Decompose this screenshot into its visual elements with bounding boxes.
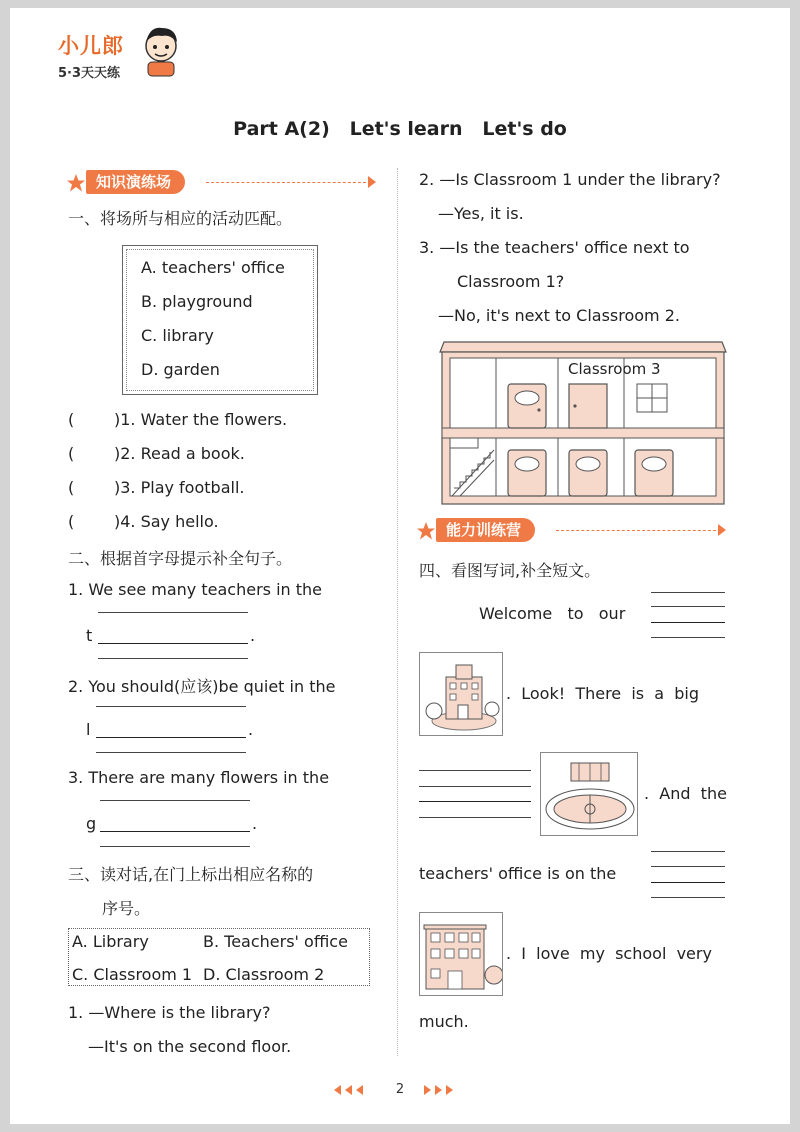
q2-heading: 二、根据首字母提示补全句子。 bbox=[68, 549, 293, 568]
q3-option-b: B. Teachers' office bbox=[203, 932, 348, 951]
q1-paren-1: ( bbox=[68, 410, 75, 429]
writing-guide-line bbox=[98, 612, 248, 613]
q2-sentence-2: 2. You should(应该)be quiet in the bbox=[68, 677, 336, 696]
q2-end-1: . bbox=[250, 626, 256, 645]
logo-subtitle: 5·3天天练 bbox=[58, 66, 121, 81]
q4-answer-line-2[interactable] bbox=[419, 801, 531, 802]
q4-text-3: . And the bbox=[644, 784, 727, 803]
q1-item-3: )3. Play football. bbox=[114, 478, 245, 497]
q1-paren-2: ( bbox=[68, 444, 75, 463]
q4-answer-line-3[interactable] bbox=[651, 882, 725, 883]
writing-guide-line bbox=[100, 800, 250, 801]
q2-answer-line-1[interactable] bbox=[98, 643, 248, 644]
playground-picture bbox=[540, 752, 638, 836]
q2-sentence-3: 3. There are many flowers in the bbox=[68, 768, 330, 787]
q2-sentence-1: 1. We see many teachers in the bbox=[68, 580, 322, 599]
writing-guide-line bbox=[651, 606, 725, 607]
q1-item-1: )1. Water the flowers. bbox=[114, 410, 288, 429]
writing-guide-line bbox=[651, 851, 725, 852]
writing-guide-line bbox=[100, 846, 250, 847]
q4-text-5: . I love my school very bbox=[506, 944, 712, 963]
star-icon bbox=[416, 521, 436, 541]
q2-end-3: . bbox=[252, 814, 258, 833]
q3-option-c: C. Classroom 1 bbox=[72, 965, 193, 984]
q3-dialog-1-answer: —It's on the second floor. bbox=[88, 1037, 292, 1056]
banner-label: 能力训练营 bbox=[436, 518, 535, 542]
q2-answer-line-2[interactable] bbox=[96, 737, 246, 738]
page-number: 2 bbox=[395, 1082, 405, 1097]
writing-guide-line bbox=[651, 637, 725, 638]
q4-text-6: much. bbox=[419, 1012, 469, 1031]
writing-guide-line bbox=[96, 752, 246, 753]
writing-guide-line bbox=[419, 817, 531, 818]
writing-guide-line bbox=[98, 658, 248, 659]
q1-option-a: A. teachers' office bbox=[141, 258, 285, 277]
q3-dialog-2-answer: —Yes, it is. bbox=[438, 204, 524, 223]
q4-text-1: Welcome to our bbox=[479, 604, 626, 623]
q2-end-2: . bbox=[248, 720, 254, 739]
logo-title: 小儿郎 bbox=[58, 34, 124, 58]
section-banner-knowledge bbox=[66, 170, 376, 196]
arrow-right-icon bbox=[718, 524, 726, 536]
q2-letter-3: g bbox=[86, 814, 97, 833]
writing-guide-line bbox=[651, 897, 725, 898]
banner-dash bbox=[206, 182, 366, 183]
q3-option-a: A. Library bbox=[72, 932, 149, 951]
boy-mascot-icon bbox=[140, 22, 182, 78]
q4-text-2: . Look! There is a big bbox=[506, 684, 700, 703]
q1-paren-4: ( bbox=[68, 512, 75, 531]
classroom-3-label: Classroom 3 bbox=[568, 360, 661, 378]
q2-answer-line-3[interactable] bbox=[100, 831, 250, 832]
q1-item-4: )4. Say hello. bbox=[114, 512, 219, 531]
triangle-right-icon bbox=[424, 1085, 431, 1095]
banner-label: 知识演练场 bbox=[86, 170, 185, 194]
q1-item-2: )2. Read a book. bbox=[114, 444, 245, 463]
q1-option-b: B. playground bbox=[141, 292, 253, 311]
q3-dialog-3-question: 3. —Is the teachers' office next to bbox=[419, 238, 690, 257]
q2-letter-1: t bbox=[86, 626, 93, 645]
star-icon bbox=[66, 173, 86, 193]
q3-option-d: D. Classroom 2 bbox=[203, 965, 325, 984]
page-title: Part A(2) Let's learn Let's do bbox=[233, 118, 567, 140]
q2-letter-2: l bbox=[86, 720, 91, 739]
column-divider bbox=[397, 168, 398, 1056]
banner-dash bbox=[556, 530, 716, 531]
q3-dialog-3-question-cont: Classroom 1? bbox=[457, 272, 565, 291]
writing-guide-line bbox=[419, 770, 531, 771]
q1-heading: 一、将场所与相应的活动匹配。 bbox=[68, 209, 293, 228]
writing-guide-line bbox=[96, 706, 246, 707]
triangle-right-icon bbox=[435, 1085, 442, 1095]
q1-paren-3: ( bbox=[68, 478, 75, 497]
office-building-picture bbox=[419, 912, 503, 996]
triangle-right-icon bbox=[446, 1085, 453, 1095]
q3-heading-line2: 序号。 bbox=[102, 899, 151, 918]
section-banner-ability bbox=[416, 518, 726, 544]
q3-heading-line1: 三、读对话,在门上标出相应名称的 bbox=[68, 865, 314, 884]
q4-text-4: teachers' office is on the bbox=[419, 864, 617, 883]
q3-dialog-2-question: 2. —Is Classroom 1 under the library? bbox=[419, 170, 721, 189]
q1-option-d: D. garden bbox=[141, 360, 220, 379]
brand-logo bbox=[58, 30, 124, 81]
q3-dialog-3-answer: —No, it's next to Classroom 2. bbox=[438, 306, 680, 325]
writing-guide-line bbox=[419, 786, 531, 787]
writing-guide-line bbox=[651, 866, 725, 867]
q4-answer-line-1[interactable] bbox=[651, 622, 725, 623]
q3-dialog-1-question: 1. —Where is the library? bbox=[68, 1003, 271, 1022]
q1-option-c: C. library bbox=[141, 326, 214, 345]
arrow-right-icon bbox=[368, 176, 376, 188]
writing-guide-line bbox=[651, 592, 725, 593]
q4-heading: 四、看图写词,补全短文。 bbox=[419, 561, 601, 580]
school-picture bbox=[419, 652, 503, 736]
